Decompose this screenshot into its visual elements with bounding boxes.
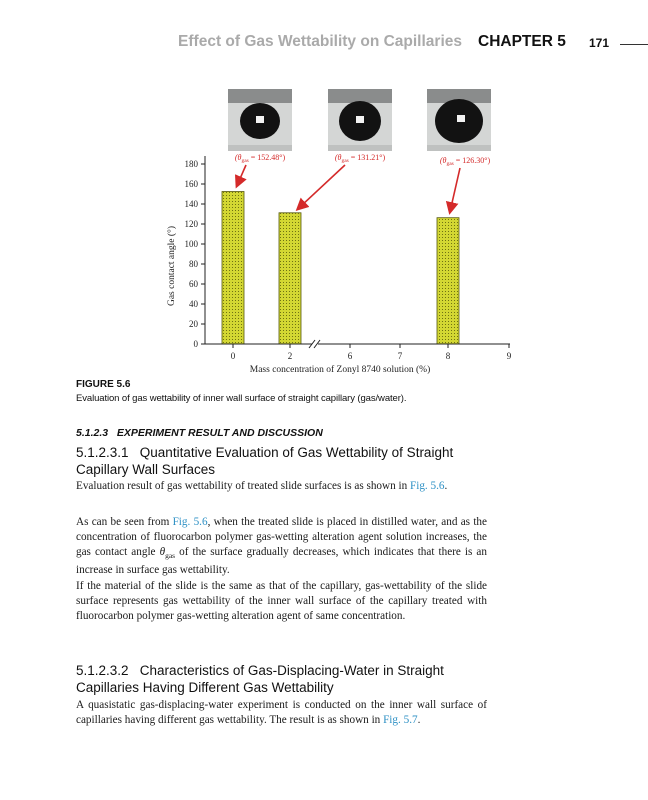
y-tick-label: 160 — [184, 179, 198, 189]
x-tick-label: 0 — [230, 351, 236, 361]
header-rule — [620, 44, 648, 45]
annotation-arrow-2 — [298, 165, 345, 209]
contact-angle-chart — [160, 150, 510, 380]
figure-caption: Evaluation of gas wettability of inner wall surface of straight capillary (gas/water). — [76, 393, 407, 404]
bar-8 — [437, 218, 459, 344]
x-tick-label: 6 — [347, 351, 353, 361]
fig-5-6-link-2[interactable]: Fig. 5.6 — [172, 516, 208, 528]
y-tick-label: 40 — [189, 299, 198, 309]
paragraph-4: A quasistatic gas-displacing-water experiment is conducted on the inner wall surface of capillaries having different gas wettability. The result is as shown in Fig. 5.7. — [76, 699, 487, 726]
paragraph-1: Evaluation result of gas wettability of treated slide surfaces is as shown in Fig. 5.6. — [76, 480, 448, 492]
paragraph-2: As can be seen from Fig. 5.6, when the treated slide is placed in distilled water, and as the concentration of fluorocarbon polymer gas-wetting alteration agent solution increases, the gas contact angle $\theta_{gas}$ of the surface gradually decreases, which indicates that there is an increase in surface gas wettability. — [76, 516, 487, 577]
bar-2 — [279, 213, 301, 344]
y-tick-label: 140 — [184, 199, 198, 209]
x-tick-label: 8 — [445, 351, 451, 361]
y-axis-label: Gas contact angle (°) — [167, 225, 177, 307]
fig-5-6-link[interactable]: Fig. 5.6 — [410, 480, 445, 492]
subsection-heading-1: 5.1.2.3.1 Quantitative Evaluation of Gas Wettability of Straight Capillary Wall Surfaces — [76, 445, 454, 477]
x-tick-label: 9 — [506, 351, 512, 361]
y-tick-label: 60 — [189, 279, 198, 289]
figure-label: FIGURE 5.6 — [76, 379, 131, 390]
x-tick-label: 2 — [287, 351, 293, 361]
annotation-arrow-0 — [237, 165, 246, 186]
x-tick-label: 7 — [397, 351, 403, 361]
y-tick-label: 20 — [189, 319, 198, 329]
bar-0 — [222, 192, 244, 344]
subsection-heading-2: 5.1.2.3.2 Characteristics of Gas-Displacing-Water in Straight Capillaries Having Different Gas Wettability — [76, 663, 444, 695]
droplet-photo-2 — [328, 89, 392, 151]
angle-annotation-0: $(\theta_{gas} = 152.48^\circ)$ — [234, 153, 286, 164]
angle-annotation-2: $(\theta_{gas} = 131.21^\circ)$ — [334, 153, 386, 164]
annotation-arrow-8 — [450, 168, 460, 212]
y-tick-label: 120 — [184, 219, 198, 229]
droplet-photo-0 — [228, 89, 292, 151]
chapter-label: CHAPTER 5 — [478, 33, 566, 50]
paragraph-3: If the material of the slide is the same as that of the capillary, gas-wettability of the slide surface represents gas wettability of the inner wall surface of the capillary treated with fluorocarbon polymer gas-wetting alteration agent of same concentration. — [76, 580, 487, 622]
section-heading: 5.1.2.3 EXPERIMENT RESULT AND DISCUSSION — [76, 427, 323, 439]
fig-5-7-link[interactable]: Fig. 5.7 — [383, 714, 418, 726]
page-number: 171 — [589, 36, 610, 50]
y-tick-label: 180 — [184, 159, 198, 169]
x-axis-label: Mass concentration of Zonyl 8740 solution (%) — [249, 365, 431, 375]
y-tick-label: 100 — [184, 239, 198, 249]
y-tick-label: 0 — [193, 339, 198, 349]
droplet-photo-8 — [427, 89, 491, 151]
angle-annotation-8: $(\theta_{gas} = 126.30^\circ)$ — [439, 156, 491, 167]
y-tick-label: 80 — [189, 259, 198, 269]
running-title: Effect of Gas Wettability on Capillaries — [178, 33, 462, 50]
